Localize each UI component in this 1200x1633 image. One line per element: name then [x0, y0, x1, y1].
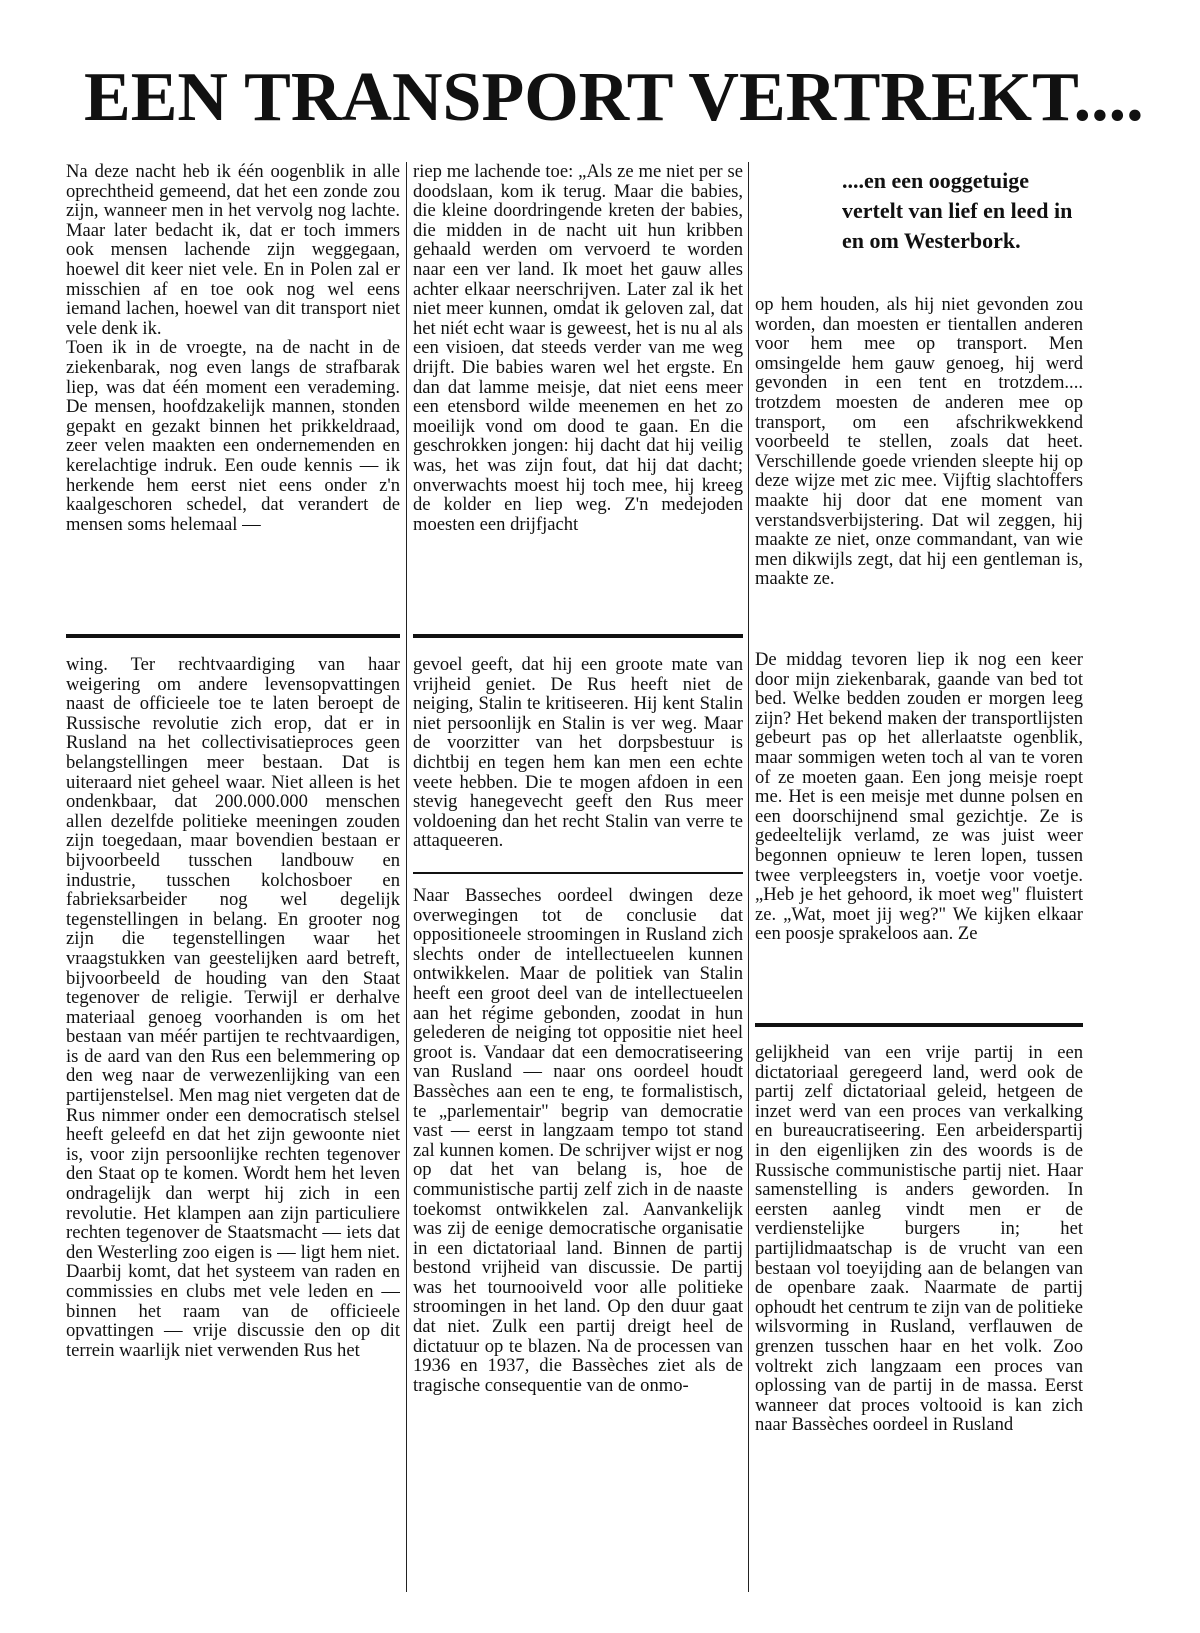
story-column-1 — [66, 162, 400, 630]
section-divider — [755, 1023, 1083, 1027]
paragraph: gelijkheid van een vrije partij in een dictatoriaal geregeerd land, werd ook de partij zelf dictatoriaal geleid, hetgeen de inzet werd van een proces van verkalking en bureaucratiseering. Een arbeiderspartij in den eigenlijken zin des woords is de Russische communistische partij niet. Haar samenstelling is anders geworden. In eersten aanleg vindt men er de verdienstelijke burgers in; het partijlidmaatschap is de vrucht van een bestaan vol toeyijding aan de belangen van de openbare zaak. Naarmate de partij ophoudt het centrum te zijn van de politieke wilsvorming in Rusland, verflauwen de grenzen tusschen haar en het volk. Zoo voltrekt zich langzaam een proces van oplossing van de partij in de massa. Eerst wanneer dat proces voltooid is kan zich naar Bassèches oordeel in Rusland — [755, 1043, 1083, 1436]
section-divider — [413, 872, 743, 874]
story-column-3 — [755, 295, 1083, 640]
paragraph: De middag tevoren liep ik nog een keer door mijn ziekenbarak, gaande van bed tot bed. Welke bedden zouden er morgen leeg zijn? Het bekend maken der transportlijsten gebeurt pas op het allerlaatste ogenblik, maar sommigen weten toch al van te voren of ze moeten gaan. Een jong meisje roept me. Het is een meisje met dunne polsen en een doorschijnend smal gezichtje. Ze is gedeeltelijk verlamd, ze was juist weer begonnen opnieuw te leren lopen, tussen twee verpleegsters in, voetje voor voetje. „Heb je het gehoord, ik moet weg" fluistert ze. „Wat, moet jij weg?" We kijken elkaar een poosje sprakeloos aan. Ze — [755, 650, 1083, 945]
paragraph: wing. Ter rechtvaardiging van haar weigering om andere levensopvattingen naast de officieele toe te laten beroept de Russische revolutie zich erop, dat er in Rusland na het collectivisatieproces geen belangstellingen meer bestaan. Dat is uiteraard niet geheel waar. Niet alleen is het ondenkbaar, dat 200.000.000 menschen allen dezelfde politieke meeningen zouden zijn toegedaan, maar bovendien bestaan er bijvoorbeeld tusschen landbouw en industrie, tusschen kolchosboer en fabrieksarbeider nog wel degelijk tegenstellingen in belang. En grooter nog zijn die tegenstellingen waar het vraagstukken van geestelijken aard betreft, bijvoorbeeld de houding van den Staat tegenover de religie. Terwijl er derhalve materiaal genoeg voorhanden is om het bestaan van méér partijen te rechtvaardigen, is de aard van den Rus een belemmering op den weg naar de verwezenlijking van een partijenstelsel. Men mag niet vergeten dat de Rus nimmer onder een democratisch stelsel heeft geleefd en dat het zijn gewoonte niet is, voor zijn persoonlijke rechten tegenover den Staat op te komen. Wordt hem het leven ondragelijk dan werpt hij zich in een revolutie. Het klampen aan zijn particuliere rechten tegenover de Staatsmacht — iets dat den Westerling zoo eigen is — ligt hem niet. Daarbij komt, dat het systeem van raden en commissies en clubs met vele leden en — binnen het raam van de officieele opvattingen — vrije discussie den op dit terrein waarlijk niet verwenden Rus het — [66, 655, 400, 1361]
kicker: ....en een ooggetuige vertelt van lief en leed in en om Westerbork. — [842, 168, 1073, 253]
article-column-2a — [413, 655, 743, 865]
paragraph: Na deze nacht heb ik één oogenblik in alle oprechtheid gemeend, dat het een zonde zou zijn, wanneer men in het vervolg nog lachte. Maar later bedacht ik, dat er toch immers ook mensen lachende zijn weggegaan, hoewel dit keer niet vele. En in Polen zal er misschien af en toe ook nog wel eens iemand lachen, hoewel van dit transport niet vele denk ik. — [66, 162, 400, 339]
headline: EEN TRANSPORT VERTREKT.... — [84, 59, 1144, 136]
story-column-2 — [413, 162, 743, 610]
paragraph: gevoel geeft, dat hij een groote mate van vrijheid geniet. De Rus heeft niet de neiging, Stalin te kritiseeren. Hij kent Stalin niet persoonlijk en Stalin is ver weg. Maar de voorzitter van het dorpsbestuur is dichtbij en tegen hem kan men een echte veete hebben. Die te mogen afdoen in een stevig hanegevecht geeft den Rus meer voldoening dan het recht Stalin van verre te attaqueeren. — [413, 655, 743, 852]
section-divider — [413, 634, 743, 638]
paragraph: riep me lachende toe: „Als ze me niet per se doodslaan, kom ik terug. Maar die babies, die kleine doordringende kreten der babies, die midden in de nacht uit hun kribben gehaald werden om vervoerd te worden naar een ver land. Ik moet het gauw alles achter elkaar neerschrijven. Later zal ik het niet meer kunnen, omdat ik geloven zal, dat het niét echt waar is geweest, het is nu al als een visioen, dat steeds verder van me weg drijft. Die babies waren wel het ergste. En dan dat lamme meisje, dat niet eens meer een etensbord wilde meenemen en het zo moeilijk vond om dood te gaan. En die geschrokken jongen: hij dacht dat hij veilig was, het was zijn fout, dat hij dat dacht; onverwachts moest hij toch mee, hij kreeg de kolder en liep weg. Z'n medejoden moesten een drijfjacht — [413, 162, 743, 535]
article-column-1 — [66, 655, 400, 1593]
paragraph: op hem houden, als hij niet gevonden zou worden, dan moesten er tientallen anderen voor hem mee op transport. Men omsingelde hem gauw genoeg, hij werd gevonden in een tent en trotzdem.... trotzdem moesten de anderen mee op transport, om een afschrikwekkend voorbeeld te stellen, zoals dat heet. Verschillende goede vrienden sleepte hij op deze wijze met zic mee. Vijftig slachtoffers maakte hij door dat ene moment van verstandsverbijstering. Dat wil zeggen, hij maakte ze niet, onze commandant, van wie men dikwijls zegt, dat hij een gentleman is, maakte ze. — [755, 295, 1083, 590]
article-column-2b — [413, 886, 743, 1592]
story-column-3-continued — [755, 650, 1083, 995]
article-column-3 — [755, 1043, 1083, 1513]
paragraph: Toen ik in de vroegte, na de nacht in de ziekenbarak, nog even langs de strafbarak liep, was dat één moment een verademing. De mensen, hoofdzakelijk mannen, stonden gepakt en gezakt binnen het prikkeldraad, zeer velen maakten een ondernemenden en kerelachtige indruk. Een oude kennis — ik herkende hem eerst niet eens onder z'n kaalgeschoren schedel, dat verandert de mensen soms helemaal — — [66, 337, 400, 535]
paragraph: Naar Basseches oordeel dwingen deze overwegingen tot de conclusie dat oppositioneele stroomingen in Rusland zich slechts onder de intellectueelen kunnen ontwikkelen. Maar de politiek van Stalin heeft een groot deel van de intellectueelen aan het régime gebonden, zoodat in hun gelederen de neiging tot oppositie niet heel groot is. Vandaar dat een democratiseering van Rusland — naar ons oordeel houdt Bassèches aan een te eng, te formalistisch, te „parlementair" begrip van democratie vast — eerst in langzaam tempo tot stand zal kunnen komen. De schrijver wijst er nog op dat het van belang is, hoe de communistische partij zelf zich in de naaste toekomst ontwikkelen zal. Aanvankelijk was zij de eenige democratische organisatie in een dictatoriaal land. Binnen de partij bestond vrijheid van discussie. De partij was het tournooiveld voor alle politieke stroomingen in het land. Op den duur gaat dat niet. Zulk een partij dreigt heel de dictatuur op te blazen. Na de processen van 1936 en 1937, die Bassèches ziet als de tragische consequentie van de onmo- — [413, 886, 743, 1396]
section-divider — [66, 634, 400, 638]
column-rule — [406, 162, 407, 1592]
column-rule — [748, 162, 749, 1592]
